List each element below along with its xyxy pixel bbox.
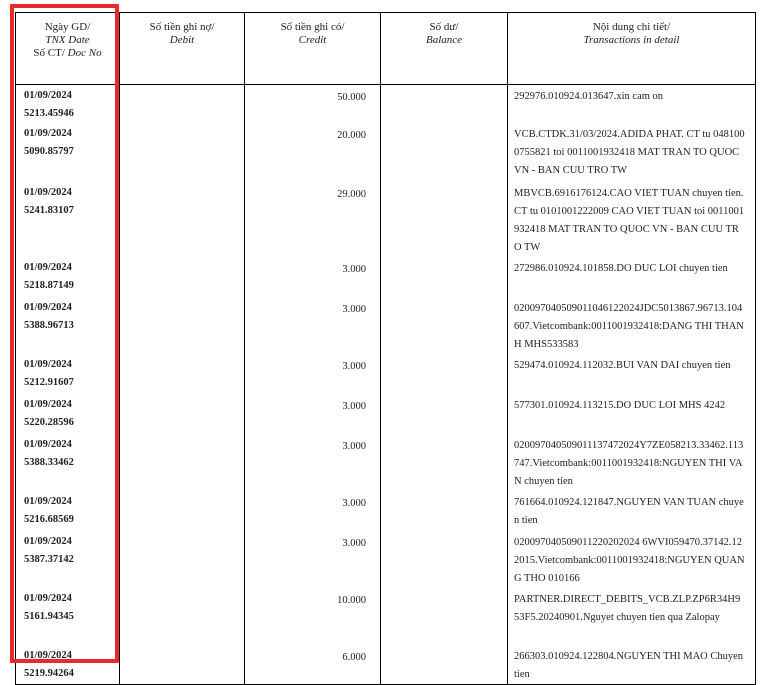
row-debit [120,491,245,531]
table-row [16,85,756,124]
row-doc-no: 5161.94345 [24,611,74,622]
row-date: 01/09/2024 [24,359,72,370]
row-date: 01/09/2024 [24,128,72,139]
row-balance [381,531,508,588]
header-detail-en: Transactions in detail [583,34,680,46]
row-balance [381,588,508,645]
row-date: 01/09/2024 [24,536,72,547]
header-balance-vn: Số dư/ [429,21,459,33]
header-debit-vn: Số tiền ghi nợ/ [149,21,215,33]
header-doc-vn: Số CT/ [33,47,65,59]
header-detail [508,13,756,85]
statement-table [15,12,756,685]
table-row [16,645,756,685]
header-date-vn: Ngày GD/ [44,21,91,33]
row-detail: 272986.010924.101858.DO DUC LOI chuyen tien [508,257,756,297]
row-doc-no: 5090.85797 [24,146,74,157]
header-debit [120,13,245,85]
table-row [16,531,756,588]
row-balance [381,491,508,531]
row-date: 01/09/2024 [24,593,72,604]
table-row [16,394,756,434]
header-balance [381,13,508,85]
row-credit: 20.000 [245,123,381,182]
row-balance [381,182,508,257]
table-row [16,297,756,354]
row-balance [381,394,508,434]
row-balance [381,434,508,491]
table-row [16,491,756,531]
highlight-box [10,4,119,663]
row-doc-no: 5388.96713 [24,320,74,331]
row-doc-no: 5218.87149 [24,280,74,291]
row-debit [120,394,245,434]
row-date: 01/09/2024 [24,187,72,198]
row-credit: 3.000 [245,491,381,531]
row-date: 01/09/2024 [24,90,72,101]
row-balance [381,257,508,297]
row-credit: 6.000 [245,645,381,685]
row-balance [381,354,508,394]
header-credit [245,13,381,85]
row-date: 01/09/2024 [24,650,72,661]
row-balance [381,123,508,182]
row-doc-no: 5220.28596 [24,417,74,428]
row-doc-no: 5219.94264 [24,668,74,679]
row-balance [381,297,508,354]
row-credit: 3.000 [245,354,381,394]
row-detail: 292976.010924.013647.xin cam on [508,85,756,124]
table-row [16,123,756,182]
row-debit [120,85,245,124]
row-credit: 29.000 [245,182,381,257]
table-row [16,257,756,297]
row-debit [120,645,245,685]
header-detail-vn: Nội dung chi tiết/ [592,21,671,33]
row-detail: 020097040509011046122024JDC5013867.96713.104607.Vietcombank:0011001932418:DANG THI THANH MHS533583 [508,297,756,354]
row-balance [381,645,508,685]
row-debit [120,354,245,394]
row-detail: 761664.010924.121847.NGUYEN VAN TUAN chuyen tien [508,491,756,531]
row-credit: 10.000 [245,588,381,645]
row-detail: VCB.CTDK.31/03/2024.ADIDA PHAT. CT tu 0481000755821 toi 0011001932418 MAT TRAN TO QUOC VN - BAN CUU TRO TW [508,123,756,182]
row-date: 01/09/2024 [24,439,72,450]
row-credit: 3.000 [245,434,381,491]
table-row [16,588,756,645]
row-doc-no: 5241.83107 [24,205,74,216]
row-detail: 529474.010924.112032.BUI VAN DAI chuyen tien [508,354,756,394]
header-date-en: TNX Date [45,34,90,46]
row-balance [381,85,508,124]
row-detail: MBVCB.6916176124.CAO VIET TUAN chuyen tien.CT tu 0101001222009 CAO VIET TUAN toi 0011001932418 MAT TRAN TO QUOC VN - BAN CUU TRO TW [508,182,756,257]
row-debit [120,123,245,182]
header-debit-en: Debit [169,34,195,46]
header-row [16,13,756,85]
table-row [16,434,756,491]
row-credit: 3.000 [245,531,381,588]
row-date: 01/09/2024 [24,496,72,507]
row-detail: 577301.010924.113215.DO DUC LOI MHS 4242 [508,394,756,434]
row-detail: 020097040509011220202024 6WVI059470.37142.122015.Vietcombank:0011001932418:NGUYEN QUANG THO 010166 [508,531,756,588]
row-date: 01/09/2024 [24,262,72,273]
row-detail: 020097040509011137472024Y7ZE058213.33462.113747.Vietcombank:0011001932418:NGUYEN THI VAN chuyen tien [508,434,756,491]
header-credit-vn: Số tiền ghi có/ [280,21,345,33]
row-detail: PARTNER.DIRECT_DEBITS_VCB.ZLP.ZP6R34H953F5.20240901.Nguyet chuyen tien qua Zalopay [508,588,756,645]
row-detail: 266303.010924.122804.NGUYEN THI MAO Chuyen tien [508,645,756,685]
header-balance-en: Balance [425,34,463,46]
row-credit: 50.000 [245,85,381,124]
header-doc-en: Doc No [67,47,102,59]
header-credit-en: Credit [298,34,327,46]
row-debit [120,297,245,354]
row-credit: 3.000 [245,394,381,434]
table-row [16,182,756,257]
row-doc-no: 5387.37142 [24,554,74,565]
row-date: 01/09/2024 [24,399,72,410]
row-debit [120,588,245,645]
row-doc-no: 5213.45946 [24,108,74,119]
row-doc-no: 5216.68569 [24,514,74,525]
row-doc-no: 5212.91607 [24,377,74,388]
row-debit [120,434,245,491]
row-credit: 3.000 [245,257,381,297]
table-row [16,354,756,394]
row-date: 01/09/2024 [24,302,72,313]
row-debit [120,182,245,257]
row-doc-no: 5388.33462 [24,457,74,468]
row-credit: 3.000 [245,297,381,354]
row-debit [120,257,245,297]
row-debit [120,531,245,588]
